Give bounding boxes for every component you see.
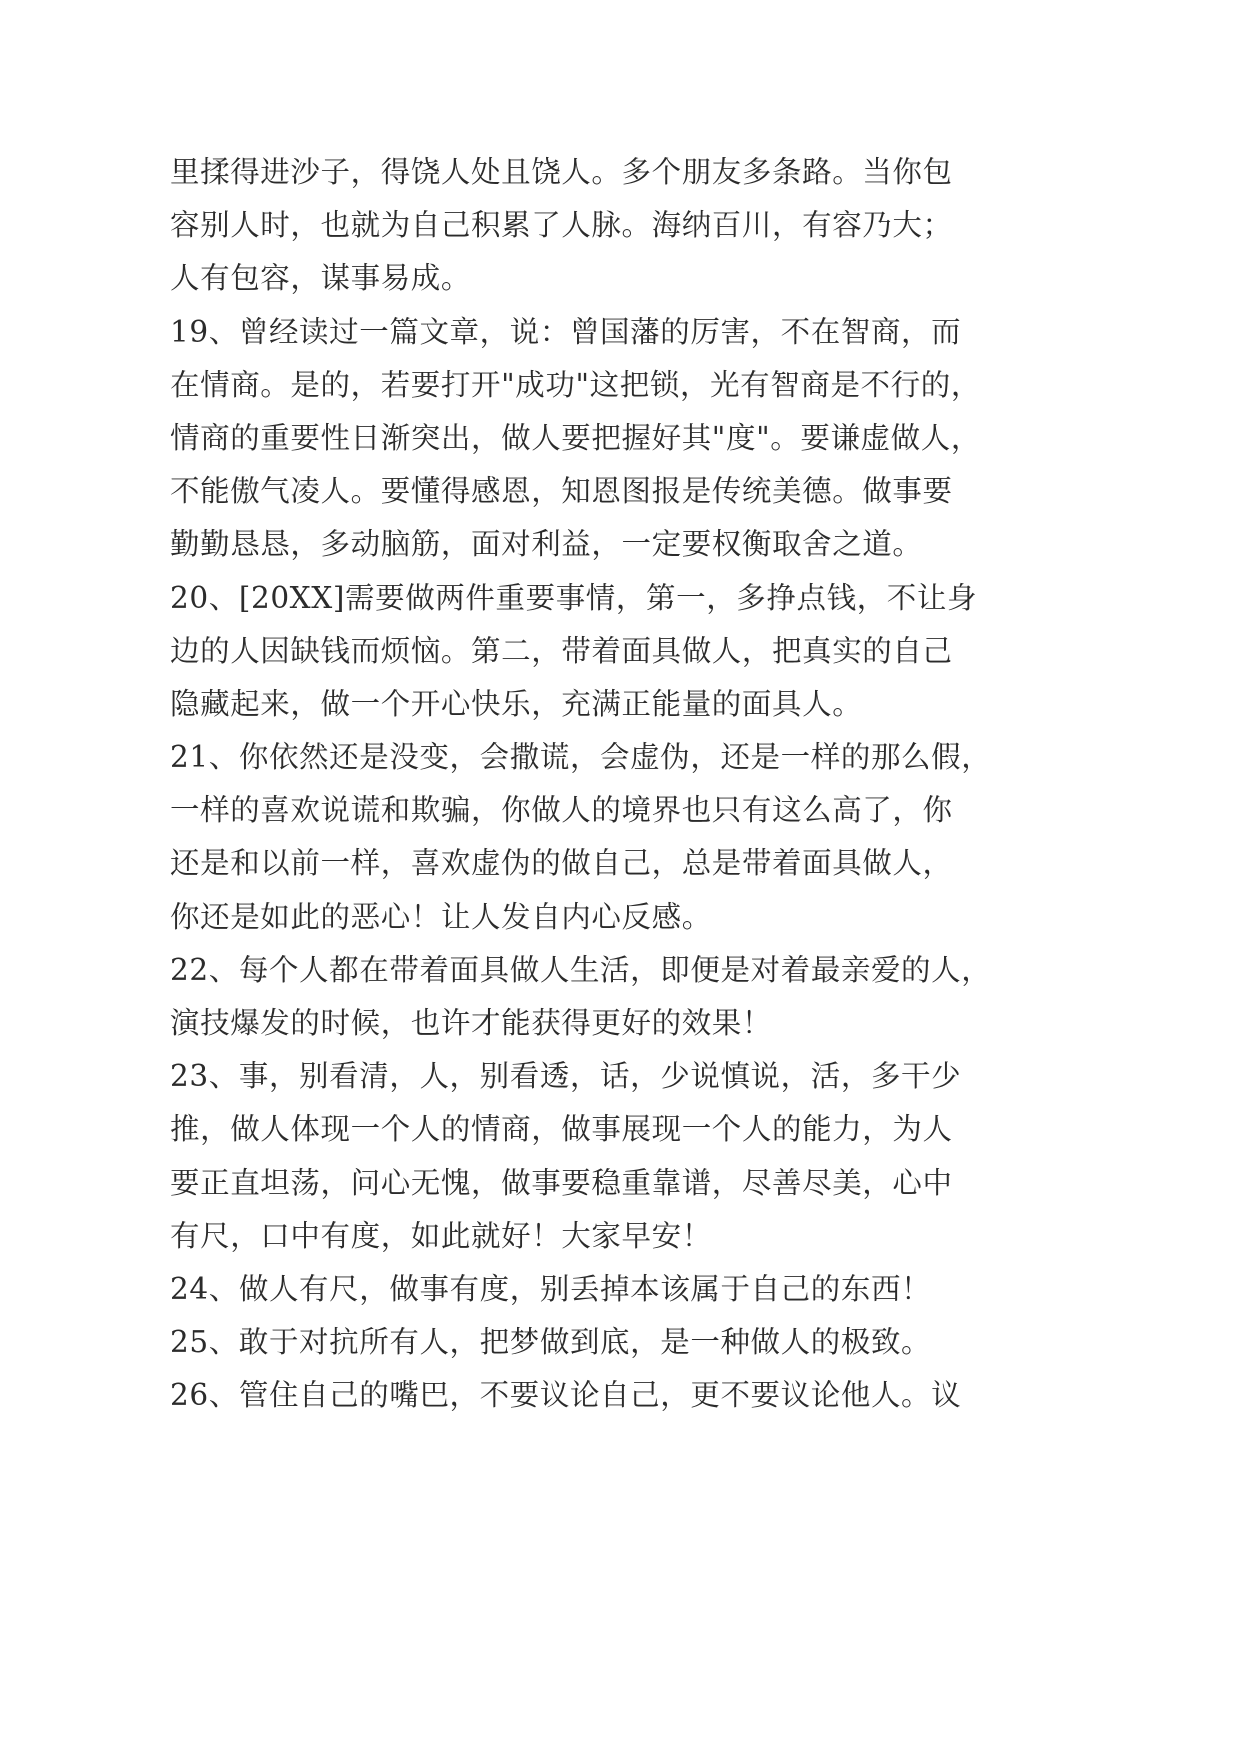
- text-line: 你还是如此的恶心！让人发自内心反感。: [170, 899, 712, 934]
- text-line: 21、你依然还是没变，会撒谎，会虚伪，还是一样的那么假，: [170, 740, 992, 775]
- text-line: 22、每个人都在带着面具做人生活，即便是对着最亲爱的人，: [170, 952, 992, 987]
- text-line: 24、做人有尺，做事有度，别丢掉本该属于自己的东西！: [170, 1271, 932, 1306]
- text-line: 推，做人体现一个人的情商，做事展现一个人的能力，为人: [170, 1112, 953, 1147]
- text-line: 23、事，别看清，人，别看透，话，少说慎说，活，多干少: [170, 1059, 962, 1094]
- text-line: 25、敢于对抗所有人，把梦做到底，是一种做人的极致。: [170, 1325, 932, 1360]
- text-line: 勤勤恳恳，多动脑筋，面对利益，一定要权衡取舍之道。: [170, 527, 923, 562]
- text-line: 还是和以前一样，喜欢虚伪的做自己，总是带着面具做人，: [170, 846, 953, 881]
- text-line: 人有包容，谋事易成。: [170, 261, 472, 296]
- text-line: 有尺，口中有度，如此就好！大家早安！: [170, 1218, 712, 1253]
- text-line: 一样的喜欢说谎和欺骗，你做人的境界也只有这么高了，你: [170, 793, 953, 828]
- text-line: 演技爆发的时候，也许才能获得更好的效果！: [170, 1006, 773, 1040]
- text-line: 不能傲气凌人。要懂得感恩，知恩图报是传统美德。做事要: [170, 474, 953, 509]
- text-line: 26、管住自己的嘴巴，不要议论自己，更不要议论他人。议: [170, 1378, 962, 1413]
- text-line: 要正直坦荡，问心无愧，做事要稳重靠谱，尽善尽美，心中: [170, 1165, 953, 1200]
- text-line: 情商的重要性日渐突出，做人要把握好其"度"。要谦虚做人，: [170, 420, 981, 455]
- text-line: 20、[20XX]需要做两件重要事情，第一，多挣点钱，不让身: [170, 580, 978, 615]
- text-line: 边的人因缺钱而烦恼。第二，带着面具做人，把真实的自己: [170, 633, 953, 668]
- text-line: 里揉得进沙子，得饶人处且饶人。多个朋友多条路。当你包: [170, 155, 953, 189]
- text-line: 容别人时，也就为自己积累了人脉。海纳百川，有容乃大；: [170, 208, 953, 243]
- document-body: [170, 146, 992, 1423]
- text-line: 在情商。是的，若要打开"成功"这把锁，光有智商是不行的，: [170, 367, 981, 402]
- text-line: 隐藏起来，做一个开心快乐，充满正能量的面具人。: [170, 686, 863, 721]
- text-line: 19、曾经读过一篇文章，说：曾国藩的厉害，不在智商，而: [170, 314, 962, 349]
